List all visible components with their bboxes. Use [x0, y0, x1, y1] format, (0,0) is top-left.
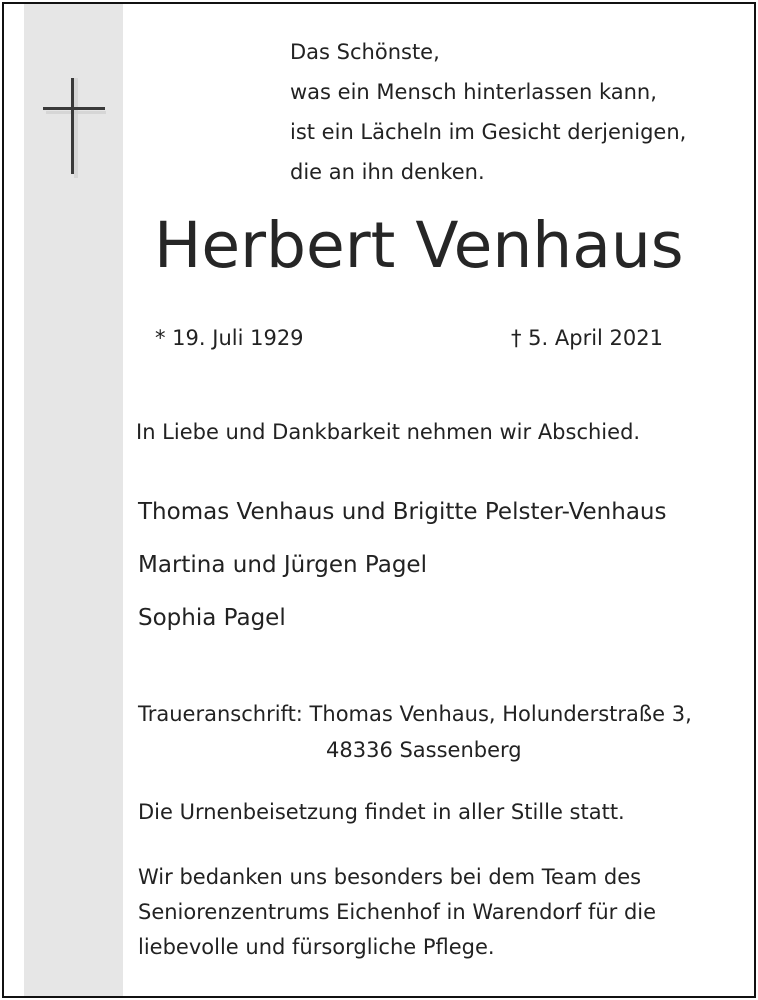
motto-line: Das Schönste, [290, 40, 440, 64]
mourning-address-line-1: Traueranschrift: Thomas Venhaus, Holunderstraße 3, [138, 702, 692, 726]
mourners-list [138, 486, 666, 645]
mourner-entry: Sophia Pagel [138, 605, 286, 631]
motto-line: was ein Mensch hinterlassen kann, [290, 80, 657, 104]
obituary-notice [2, 2, 756, 998]
deceased-name: Herbert Venhaus [154, 209, 684, 282]
mourning-address-line-2: 48336 Sassenberg [326, 738, 522, 762]
mourner-entry: Martina und Jürgen Pagel [138, 552, 427, 578]
thanks-line: liebevolle und fürsorgliche Pflege. [138, 935, 495, 959]
cross-icon [40, 76, 108, 188]
death-date: † 5. April 2021 [511, 326, 664, 350]
birth-date: * 19. Juli 1929 [155, 326, 304, 350]
motto-line: ist ein Lächeln im Gesicht derjenigen, [290, 120, 687, 144]
thanks-paragraph [138, 860, 656, 965]
mourner-entry: Thomas Venhaus und Brigitte Pelster-Venhaus [138, 499, 667, 525]
thanks-line: Wir bedanken uns besonders bei dem Team des [138, 865, 642, 889]
farewell-statement: In Liebe und Dankbarkeit nehmen wir Abschied. [136, 420, 641, 444]
motto-line: die an ihn denken. [290, 160, 485, 184]
motto-verse [290, 32, 686, 192]
thanks-line: Seniorenzentrums Eichenhof in Warendorf für die [138, 900, 657, 924]
burial-note: Die Urnenbeisetzung findet in aller Stille statt. [138, 800, 625, 824]
